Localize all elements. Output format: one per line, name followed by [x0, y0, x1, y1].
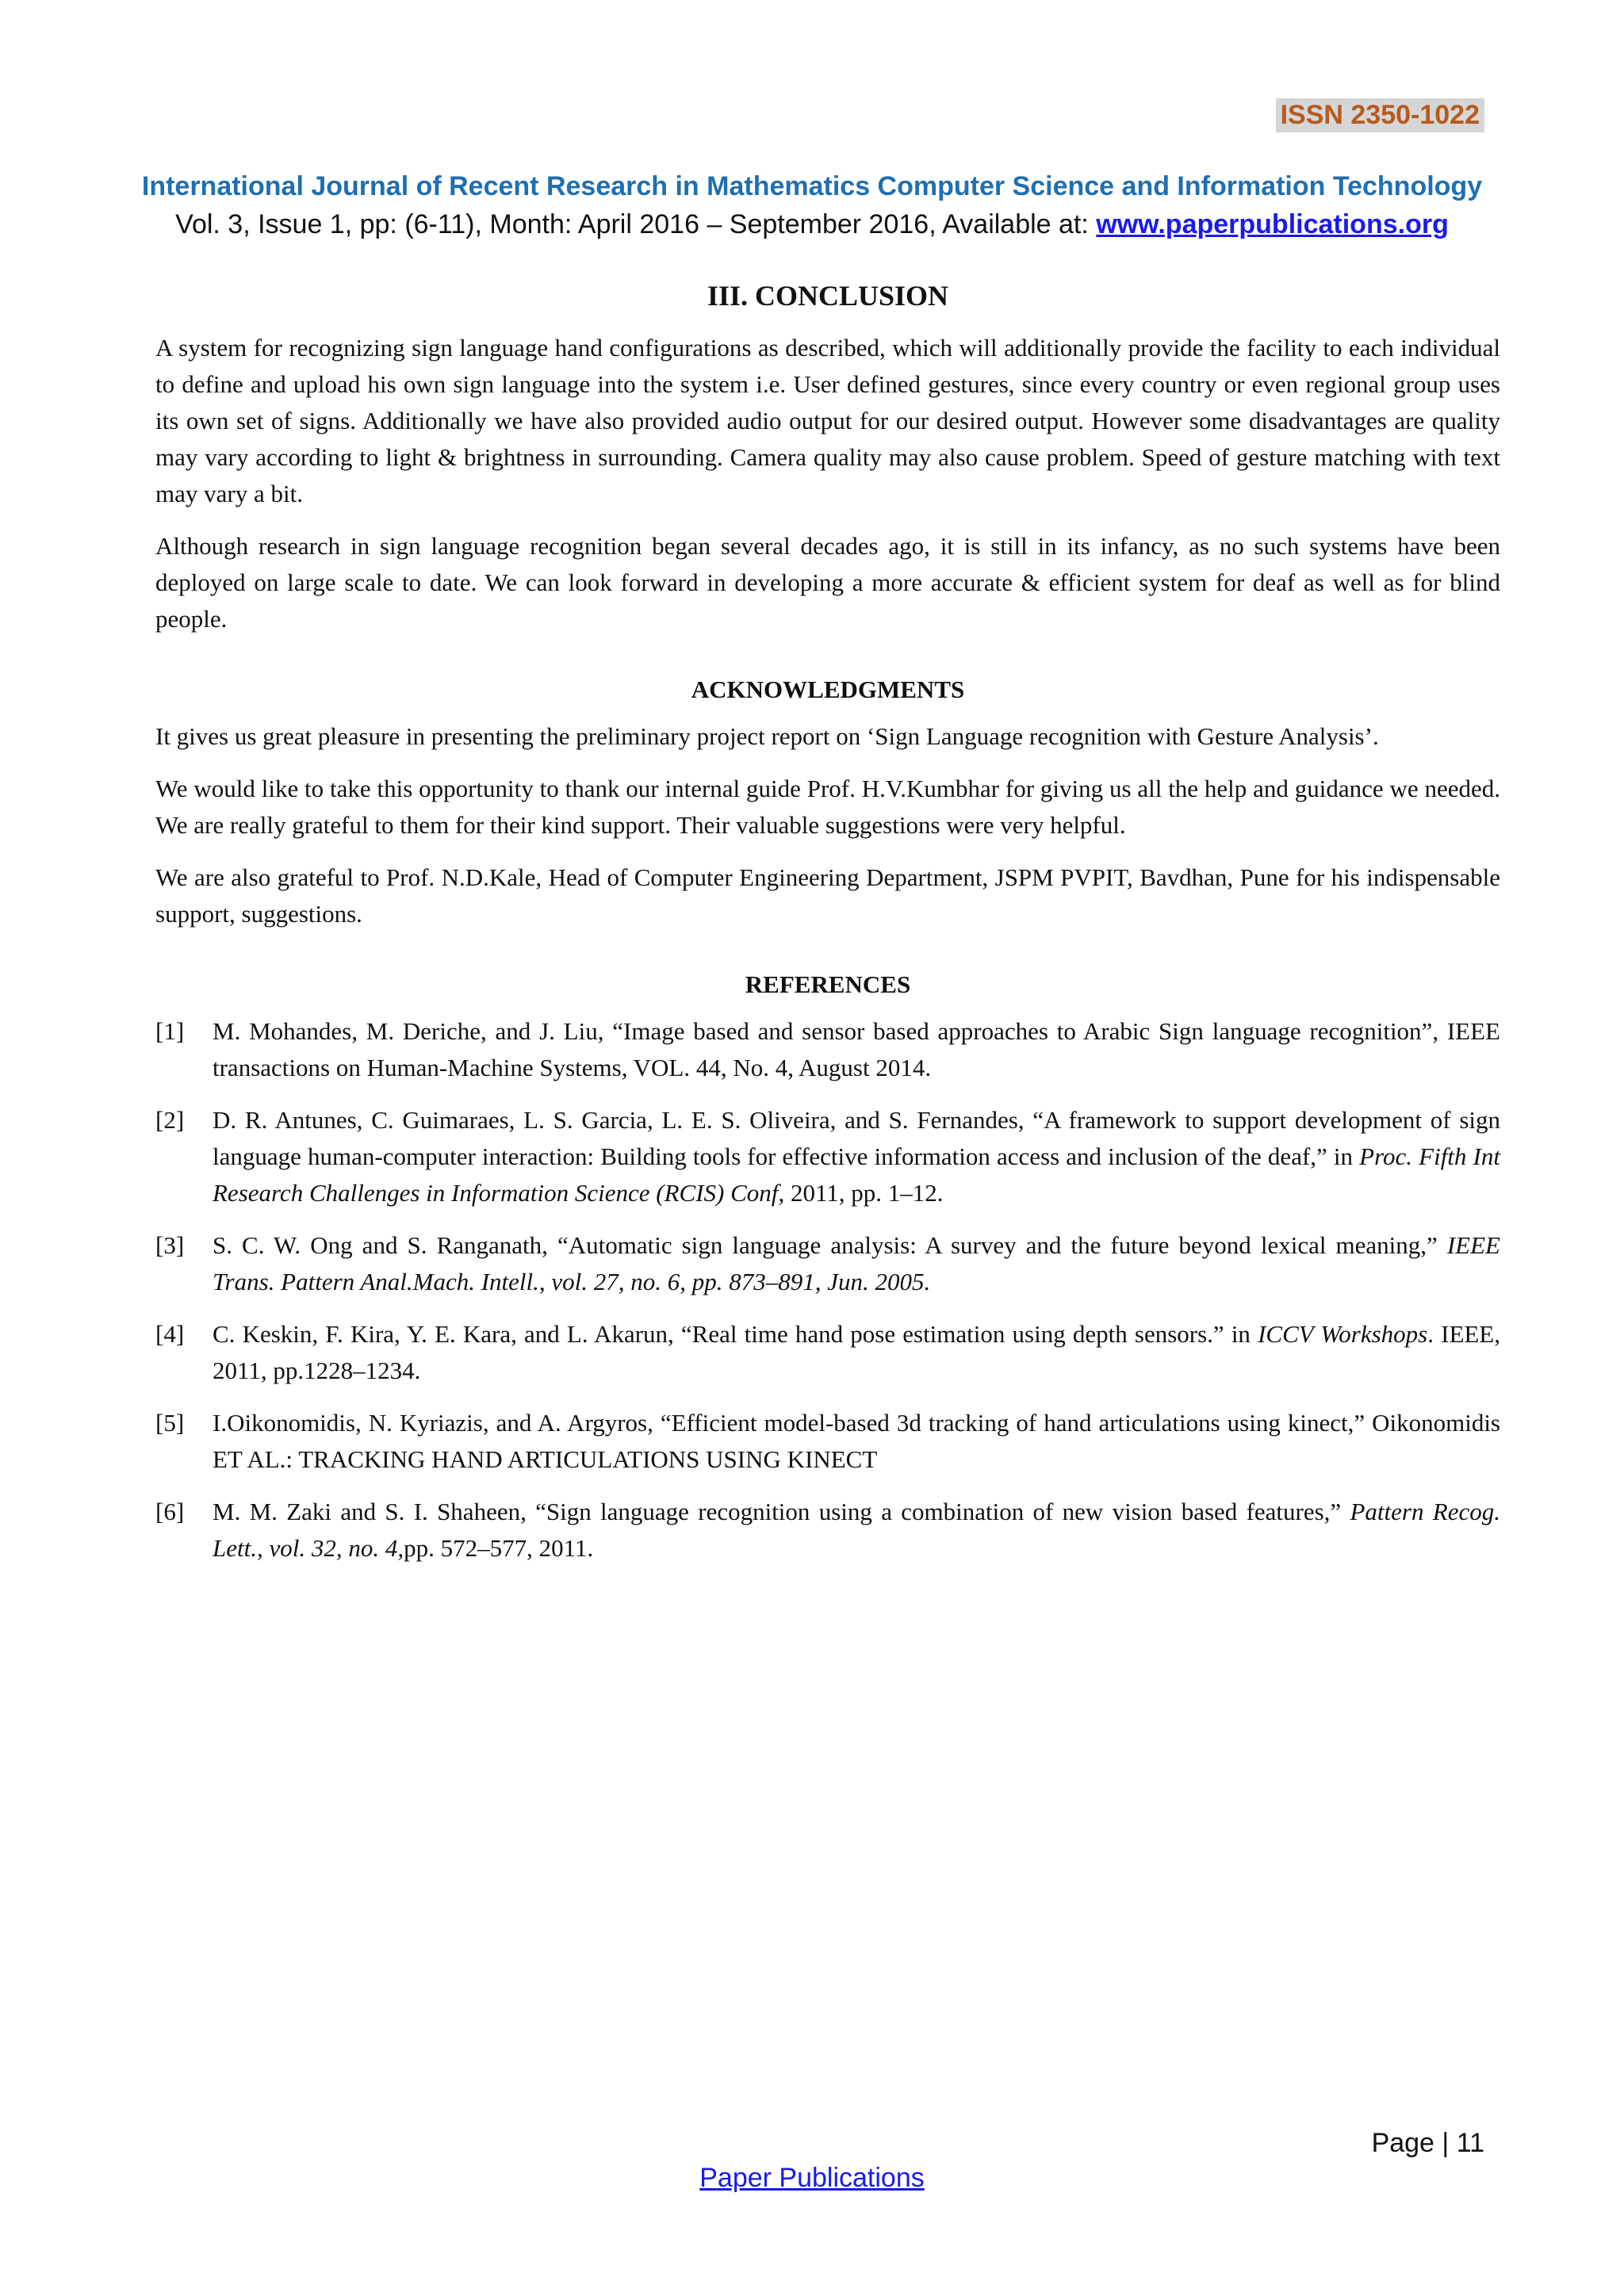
reference-item-1 — [155, 1013, 1500, 1086]
issn-label: ISSN 2350-1022 — [1276, 98, 1484, 132]
reference-text: D. R. Antunes, C. Guimaraes, L. S. Garcia, L. E. S. Oliveira, and S. Fernandes, “A framework to support development of sign language human-computer interaction: Building tools for effective information access and inclusion of the deaf,” in Proc. Fifth Int Research Challenges in Information Science (RCIS) Conf, 2011, pp. 1–12. — [213, 1106, 1500, 1207]
footer — [0, 2163, 1624, 2194]
reference-text: C. Keskin, F. Kira, Y. E. Kara, and L. Akarun, “Real time hand pose estimation using depth sensors.” in ICCV Workshops. IEEE, 2011, pp.1228–1234. — [213, 1320, 1500, 1384]
reference-text: I.Oikonomidis, N. Kyriazis, and A. Argyros, “Efficient model-based 3d tracking of hand articulations using kinect,” Oikonomidis ET AL.: TRACKING HAND ARTICULATIONS USING KINECT — [213, 1409, 1500, 1473]
reference-item-2 — [155, 1102, 1500, 1211]
publisher-link[interactable]: Paper Publications — [699, 2163, 925, 2193]
journal-url-link[interactable]: www.paperpublications.org — [1096, 209, 1449, 239]
acknowledgments-paragraph-2: We would like to take this opportunity to thank our internal guide Prof. H.V.Kumbhar for giving us all the help and guidance we needed. We are really grateful to them for their kind support. Their valuable suggestions were very helpful. — [155, 775, 1500, 839]
reference-number: [6] — [155, 1498, 185, 1525]
reference-number: [5] — [155, 1409, 185, 1437]
reference-number: [3] — [155, 1231, 185, 1259]
reference-number: [1] — [155, 1017, 185, 1045]
journal-volume-info — [0, 209, 1624, 240]
acknowledgments-heading: ACKNOWLEDGMENTS — [691, 675, 965, 703]
journal-title: International Journal of Recent Research in Mathematics Computer Science and Information Technology — [141, 171, 1483, 201]
acknowledgments-paragraph-3: We are also grateful to Prof. N.D.Kale, Head of Computer Engineering Department, JSPM PVPIT, Bavdhan, Pune for his indispensable support, suggestions. — [155, 863, 1500, 928]
references-heading: REFERENCES — [745, 970, 911, 998]
reference-number: [4] — [155, 1320, 185, 1348]
reference-number: [2] — [155, 1106, 185, 1134]
conclusion-heading: III. CONCLUSION — [707, 280, 949, 312]
reference-item-5 — [155, 1405, 1500, 1478]
reference-item-4 — [155, 1316, 1500, 1389]
acknowledgments-paragraph-1: It gives us great pleasure in presenting the preliminary project report on ‘Sign Language recognition with Gesture Analysis’. — [155, 722, 1379, 750]
reference-text: M. Mohandes, M. Deriche, and J. Liu, “Image based and sensor based approaches to Arabic Sign language recognition”, IEEE transactions on Human-Machine Systems, VOL. 44, No. 4, August 2014. — [213, 1017, 1500, 1081]
reference-text: S. C. W. Ong and S. Ranganath, “Automatic sign language analysis: A survey and the future beyond lexical meaning,” IEEE Trans. Pattern Anal.Mach. Intell., vol. 27, no. 6, pp. 873–891, Jun. 2005. — [213, 1231, 1500, 1295]
page-number: Page | 11 — [1371, 2128, 1484, 2158]
conclusion-paragraph-2: Although research in sign language recognition began several decades ago, it is still in its infancy, as no such systems have been deployed on large scale to date. We can look forward in developing a more accurate & efficient system for deaf as well as for blind people. — [155, 532, 1500, 633]
volume-text: Vol. 3, Issue 1, pp: (6-11), Month: April 2016 – September 2016, Available at: — [175, 209, 1097, 239]
reference-item-3 — [155, 1227, 1500, 1300]
reference-item-6 — [155, 1494, 1500, 1567]
article-body — [155, 279, 1500, 1582]
conclusion-paragraph-1: A system for recognizing sign language hand configurations as described, which will additionally provide the facility to each individual to define and upload his own sign language into the system i.e. User defined gestures, since every country or even regional group uses its own set of signs. Additionally we have also provided audio output for our desired output. However some disadvantages are quality may vary according to light & brightness in surrounding. Camera quality may also cause problem. Speed of gesture matching with text may vary a bit. — [155, 334, 1500, 507]
reference-text: M. M. Zaki and S. I. Shaheen, “Sign language recognition using a combination of new vision based features,” Pattern Recog. Lett., vol. 32, no. 4,pp. 572–577, 2011. — [213, 1498, 1500, 1562]
